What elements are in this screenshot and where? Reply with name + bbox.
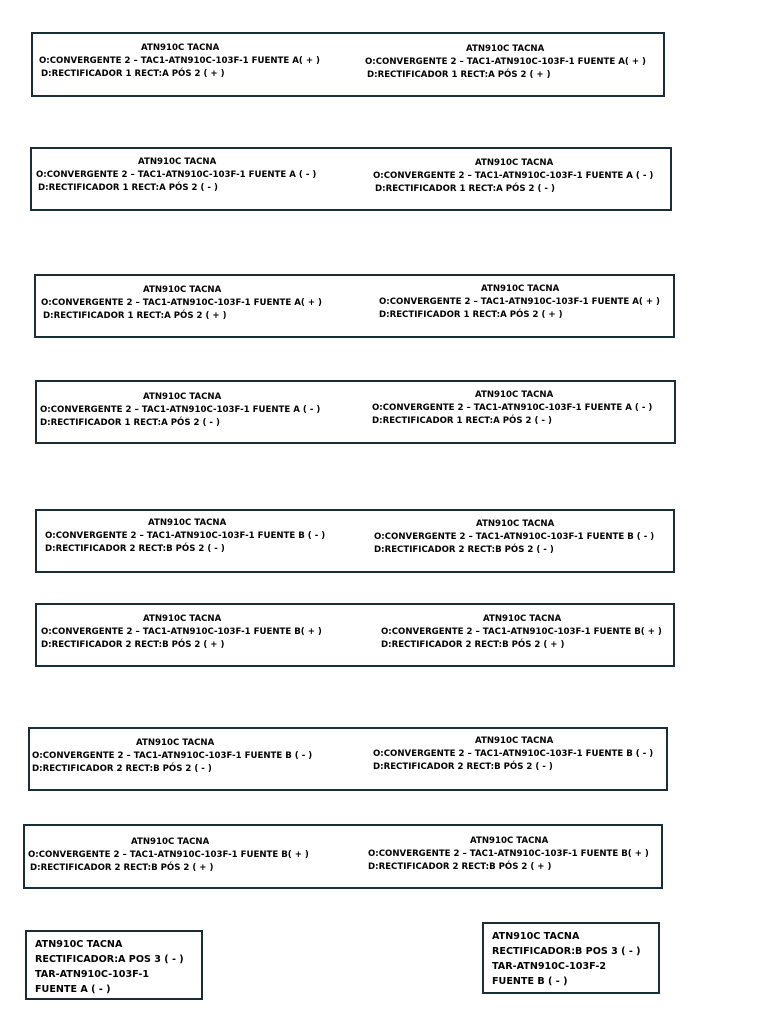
label-origin: O:CONVERGENTE 2 – TAC1-ATN910C-103F-1 FUENTE A( + ) (365, 57, 646, 67)
label-title: ATN910C TACNA (143, 392, 222, 402)
label-origin: O:CONVERGENTE 2 – TAC1-ATN910C-103F-1 FUENTE B ( - ) (374, 532, 655, 542)
label-line: FUENTE A ( - ) (35, 984, 111, 995)
label-title: ATN910C TACNA (470, 836, 549, 846)
cable-label (30, 147, 672, 211)
label-title: ATN910C TACNA (466, 44, 545, 54)
label-left (36, 156, 316, 195)
label-line: RECTIFICADOR:B POS 3 ( - ) (492, 946, 641, 957)
label-origin: O:CONVERGENTE 2 – TAC1-ATN910C-103F-1 FUENTE B( + ) (381, 627, 662, 637)
label-destination: D:RECTIFICADOR 2 RECT:B PÓS 2 ( - ) (374, 545, 554, 555)
label-title: ATN910C TACNA (475, 390, 554, 400)
label-destination: D:RECTIFICADOR 1 RECT:A PÓS 2 ( + ) (43, 311, 227, 321)
label-title: ATN910C TACNA (475, 736, 554, 746)
label-origin: O:CONVERGENTE 2 – TAC1-ATN910C-103F-1 FUENTE A ( - ) (36, 170, 317, 180)
rectifier-label-b (482, 922, 660, 994)
label-origin: O:CONVERGENTE 2 – TAC1-ATN910C-103F-1 FUENTE A ( - ) (372, 403, 653, 413)
label-destination: D:RECTIFICADOR 1 RECT:A PÓS 2 ( - ) (40, 418, 220, 428)
label-title: ATN910C TACNA (483, 614, 562, 624)
label-line: ATN910C TACNA (492, 931, 580, 942)
label-right (372, 389, 652, 428)
rectifier-label-a (25, 930, 203, 1000)
label-destination: D:RECTIFICADOR 2 RECT:B PÓS 2 ( + ) (368, 862, 552, 872)
label-destination: D:RECTIFICADOR 2 RECT:B PÓS 2 ( - ) (32, 764, 212, 774)
label-origin: O:CONVERGENTE 2 – TAC1-ATN910C-103F-1 FUENTE A( + ) (379, 297, 660, 307)
label-origin: O:CONVERGENTE 2 – TAC1-ATN910C-103F-1 FUENTE A ( - ) (40, 405, 321, 415)
label-destination: D:RECTIFICADOR 1 RECT:A PÓS 2 ( - ) (38, 183, 218, 193)
label-title: ATN910C TACNA (148, 518, 227, 528)
label-left (40, 391, 320, 430)
label-left (32, 737, 312, 776)
label-left (41, 284, 322, 323)
label-title: ATN910C TACNA (131, 837, 210, 847)
label-title: ATN910C TACNA (136, 738, 215, 748)
label-title: ATN910C TACNA (475, 158, 554, 168)
label-destination: D:RECTIFICADOR 2 RECT:B PÓS 2 ( + ) (381, 640, 565, 650)
label-left (41, 613, 322, 652)
label-destination: D:RECTIFICADOR 2 RECT:B PÓS 2 ( + ) (41, 640, 225, 650)
label-title: ATN910C TACNA (138, 157, 217, 167)
label-origin: O:CONVERGENTE 2 – TAC1-ATN910C-103F-1 FUENTE B( + ) (28, 850, 309, 860)
cable-label (31, 32, 665, 97)
label-title: ATN910C TACNA (476, 519, 555, 529)
label-right (381, 613, 662, 652)
label-origin: O:CONVERGENTE 2 – TAC1-ATN910C-103F-1 FUENTE B ( - ) (45, 531, 326, 541)
label-origin: O:CONVERGENTE 2 – TAC1-ATN910C-103F-1 FUENTE A( + ) (41, 298, 322, 308)
label-right (365, 43, 646, 82)
label-line: ATN910C TACNA (35, 939, 123, 950)
cable-label (35, 603, 675, 667)
label-line: FUENTE B ( - ) (492, 976, 568, 987)
label-origin: O:CONVERGENTE 2 – TAC1-ATN910C-103F-1 FUENTE A( + ) (39, 56, 320, 66)
label-origin: O:CONVERGENTE 2 – TAC1-ATN910C-103F-1 FUENTE B ( - ) (32, 751, 313, 761)
label-destination: D:RECTIFICADOR 1 RECT:A PÓS 2 ( + ) (41, 69, 225, 79)
label-destination: D:RECTIFICADOR 1 RECT:A PÓS 2 ( + ) (379, 310, 563, 320)
label-origin: O:CONVERGENTE 2 – TAC1-ATN910C-103F-1 FUENTE B ( - ) (373, 749, 654, 759)
label-left (45, 517, 325, 556)
cable-label (35, 509, 675, 573)
label-right (373, 735, 653, 774)
label-line: RECTIFICADOR:A POS 3 ( - ) (35, 954, 184, 965)
label-right (379, 283, 660, 322)
label-origin: O:CONVERGENTE 2 – TAC1-ATN910C-103F-1 FUENTE B( + ) (41, 627, 322, 637)
label-destination: D:RECTIFICADOR 2 RECT:B PÓS 2 ( + ) (30, 863, 214, 873)
label-origin: O:CONVERGENTE 2 – TAC1-ATN910C-103F-1 FUENTE A ( - ) (373, 171, 654, 181)
label-title: ATN910C TACNA (143, 285, 222, 295)
label-right (373, 157, 653, 196)
cable-label (28, 727, 668, 791)
label-origin: O:CONVERGENTE 2 – TAC1-ATN910C-103F-1 FUENTE B( + ) (368, 849, 649, 859)
label-destination: D:RECTIFICADOR 2 RECT:B PÓS 2 ( - ) (45, 544, 225, 554)
label-destination: D:RECTIFICADOR 1 RECT:A PÓS 2 ( - ) (375, 184, 555, 194)
label-line: TAR-ATN910C-103F-1 (35, 969, 150, 980)
cable-label (35, 380, 676, 444)
label-destination: D:RECTIFICADOR 2 RECT:B PÓS 2 ( - ) (373, 762, 553, 772)
label-title: ATN910C TACNA (143, 614, 222, 624)
label-destination: D:RECTIFICADOR 1 RECT:A PÓS 2 ( + ) (367, 70, 551, 80)
label-destination: D:RECTIFICADOR 1 RECT:A PÓS 2 ( - ) (372, 416, 552, 426)
label-left (28, 836, 309, 875)
cable-label (23, 824, 663, 889)
label-title: ATN910C TACNA (481, 284, 560, 294)
label-title: ATN910C TACNA (141, 43, 220, 53)
label-right (368, 835, 649, 874)
label-right (374, 518, 654, 557)
label-left (39, 42, 320, 81)
label-line: TAR-ATN910C-103F-2 (492, 961, 607, 972)
cable-label (34, 274, 675, 338)
